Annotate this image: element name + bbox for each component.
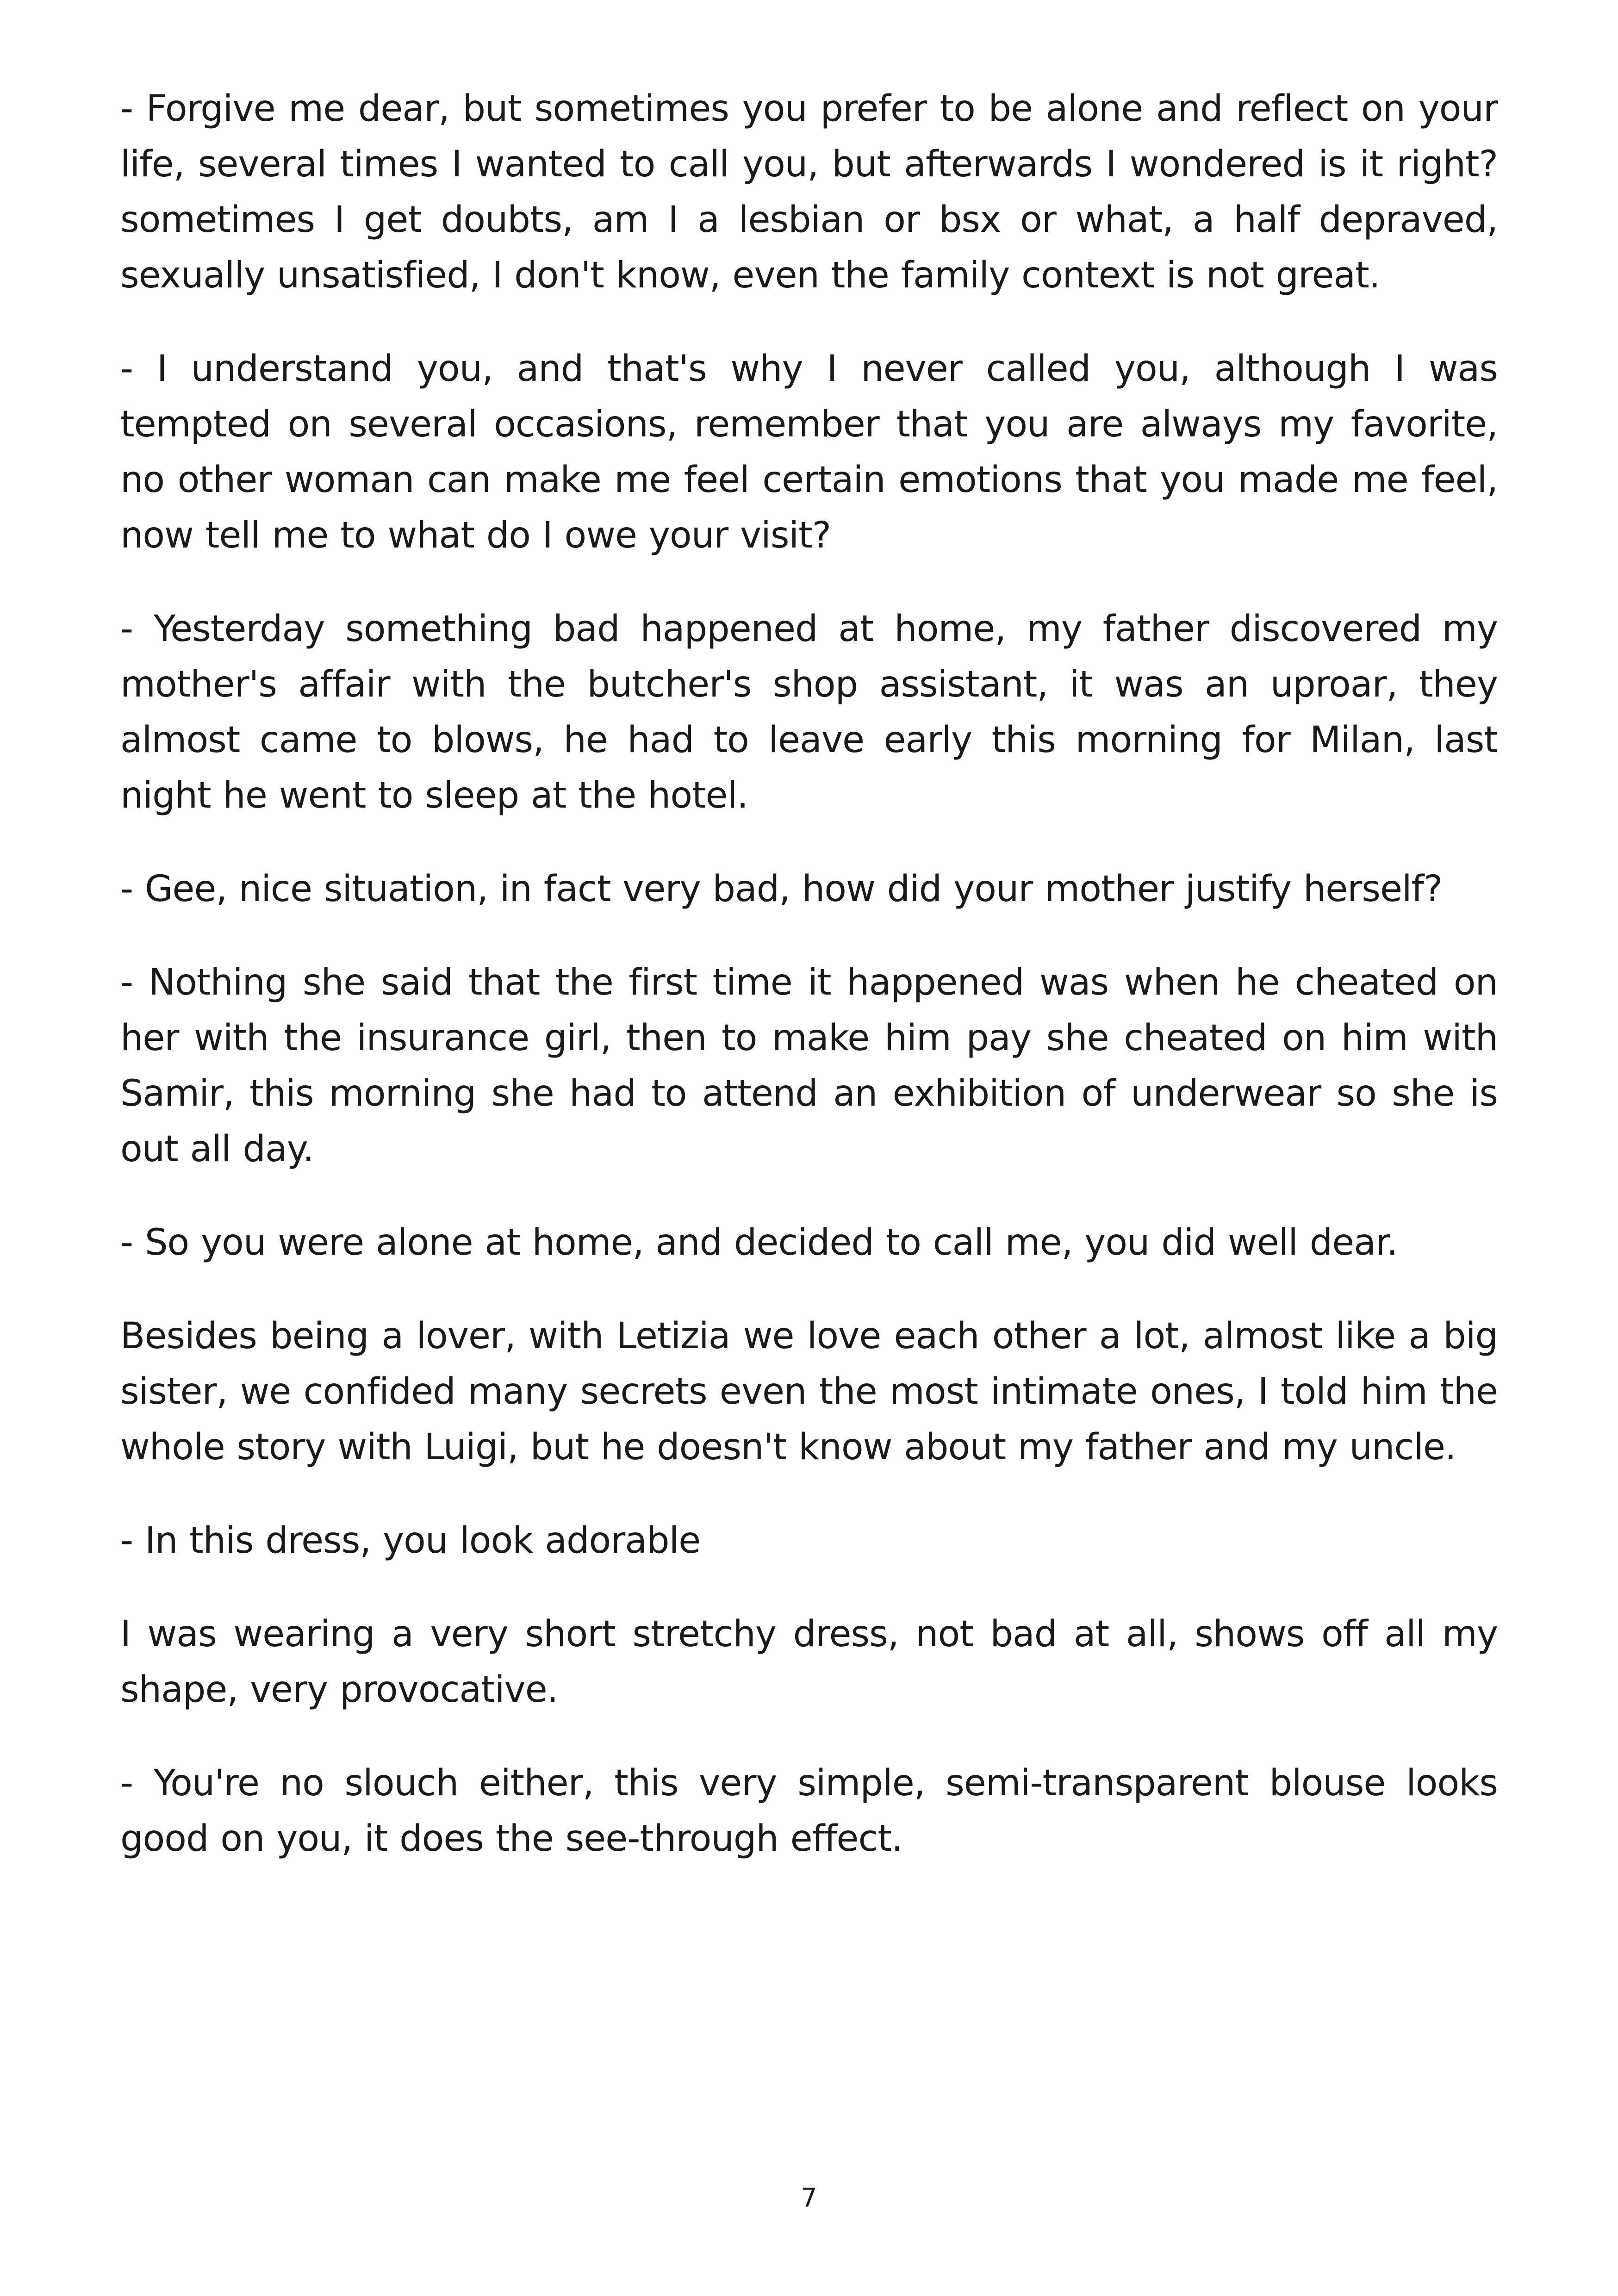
paragraph-8: - In this dress, you look adorable xyxy=(120,1520,701,1562)
page-number: 7 xyxy=(801,2183,817,2213)
paragraph-4: - Gee, nice situation, in fact very bad, how did your mother justify herself? xyxy=(120,868,1443,910)
paragraph-10: - You're no slouch either, this very simple, semi-transparent blouse looks good on you, it does the see-through effect. xyxy=(120,1762,1498,1860)
paragraph-3: - Yesterday something bad happened at home, my father discovered my mother's affair with the butcher's shop assistant, it was an uproar, they almost came to blows, he had to leave early this morning for Milan, last night he went to sleep at the hotel. xyxy=(120,608,1498,816)
page-body xyxy=(120,81,1498,1904)
paragraph-1: - Forgive me dear, but sometimes you prefer to be alone and reflect on your life, several times I wanted to call you, but afterwards I wondered is it right? sometimes I get doubts, am I a lesbian or bsx or what, a half depraved, sexually unsatisfied, I don't know, even the family context is not great. xyxy=(120,88,1498,296)
paragraph-2: - I understand you, and that's why I never called you, although I was tempted on several occasions, remember that you are always my favorite, no other woman can make me feel certain emotions that you made me feel, now tell me to what do I owe your visit? xyxy=(120,348,1498,556)
paragraph-5: - Nothing she said that the first time it happened was when he cheated on her with the insurance girl, then to make him pay she cheated on him with Samir, this morning she had to attend an exhibition of underwear so she is out all day. xyxy=(120,962,1498,1170)
paragraph-9: I was wearing a very short stretchy dress, not bad at all, shows off all my shape, very provocative. xyxy=(120,1613,1498,1711)
paragraph-7: Besides being a lover, with Letizia we love each other a lot, almost like a big sister, we confided many secrets even the most intimate ones, I told him the whole story with Luigi, but he doesn't know about my father and my uncle. xyxy=(120,1315,1498,1468)
paragraph-6: - So you were alone at home, and decided to call me, you did well dear. xyxy=(120,1222,1398,1263)
